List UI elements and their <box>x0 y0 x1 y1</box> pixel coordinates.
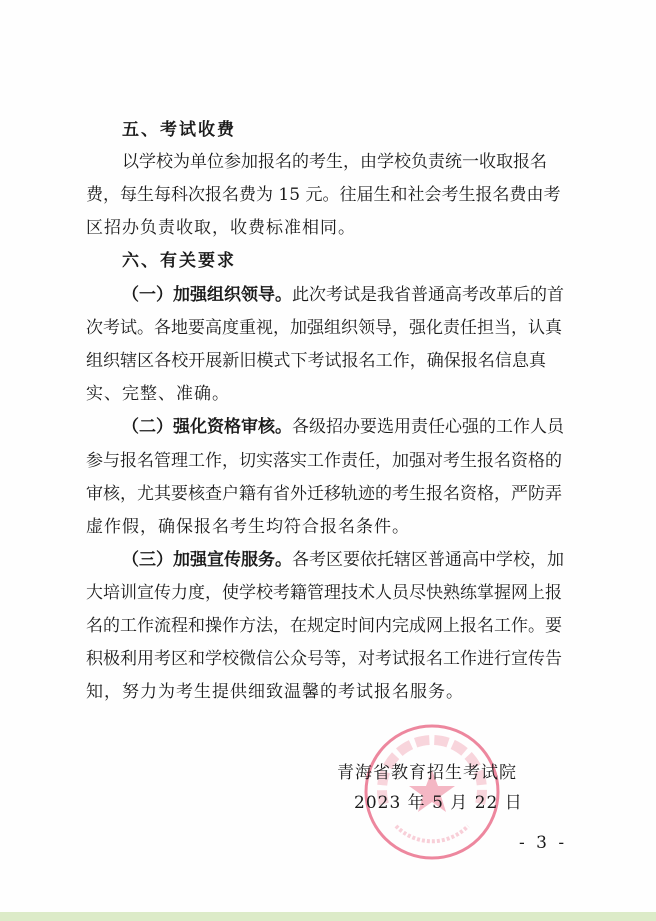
item-text: 各级招办要选用责任心强的工作人员 <box>292 417 564 437</box>
item-text: 此次考试是我省普通高考改革后的首 <box>292 285 564 305</box>
item-title: （一）加强组织领导。 <box>122 285 292 305</box>
paragraph-line: 组织辖区各校开展新旧模式下考试报名工作，确保报名信息真 <box>86 351 546 371</box>
paragraph-line: 名的工作流程和操作方法，在规定时间内完成网上报名工作。要 <box>86 616 562 636</box>
issue-date: 2023 年 5 月 22 日 <box>354 793 523 813</box>
paragraph-line <box>122 284 564 306</box>
paragraph-line: 区招办负责收取，收费标准相同。 <box>86 218 356 238</box>
paragraph-line: 知，努力为考生提供细致温馨的考试报名服务。 <box>86 682 464 702</box>
paragraph-line: 次考试。各地要高度重视，加强组织领导，强化责任担当，认真 <box>86 318 562 338</box>
paragraph-line: 审核，尤其要核查户籍有省外迁移轨迹的考生报名资格，严防弄 <box>86 484 562 504</box>
paragraph-line: 大培训宣传力度，使学校考籍管理技术人员尽快熟练掌握网上报 <box>86 583 562 603</box>
section-6-heading: 六、有关要求 <box>122 251 236 271</box>
page-number: - 3 - <box>519 833 568 853</box>
paragraph-line: 费，每生每科次报名费为 15 元。往届生和社会考生报名费由考 <box>86 185 561 205</box>
paragraph-line: 参与报名管理工作，切实落实工作责任，加强对考生报名资格的 <box>86 451 562 471</box>
bottom-bar <box>0 912 656 921</box>
paragraph-line <box>122 549 564 571</box>
paragraph-line: 实、完整、准确。 <box>86 384 230 404</box>
item-title: （二）强化资格审核。 <box>122 417 292 437</box>
paragraph-line <box>122 416 564 438</box>
item-text: 各考区要依托辖区普通高中学校，加 <box>292 550 564 570</box>
section-5-heading: 五、考试收费 <box>122 120 236 140</box>
item-title: （三）加强宣传服务。 <box>122 550 292 570</box>
paragraph-line: 以学校为单位参加报名的考生，由学校负责统一收取报名 <box>122 152 547 172</box>
paragraph-line: 积极利用考区和学校微信公众号等，对考试报名工作进行宣传告 <box>86 649 562 669</box>
issuing-organization: 青海省教育招生考试院 <box>337 763 517 783</box>
paragraph-line: 虚作假，确保报名考生均符合报名条件。 <box>86 517 410 537</box>
